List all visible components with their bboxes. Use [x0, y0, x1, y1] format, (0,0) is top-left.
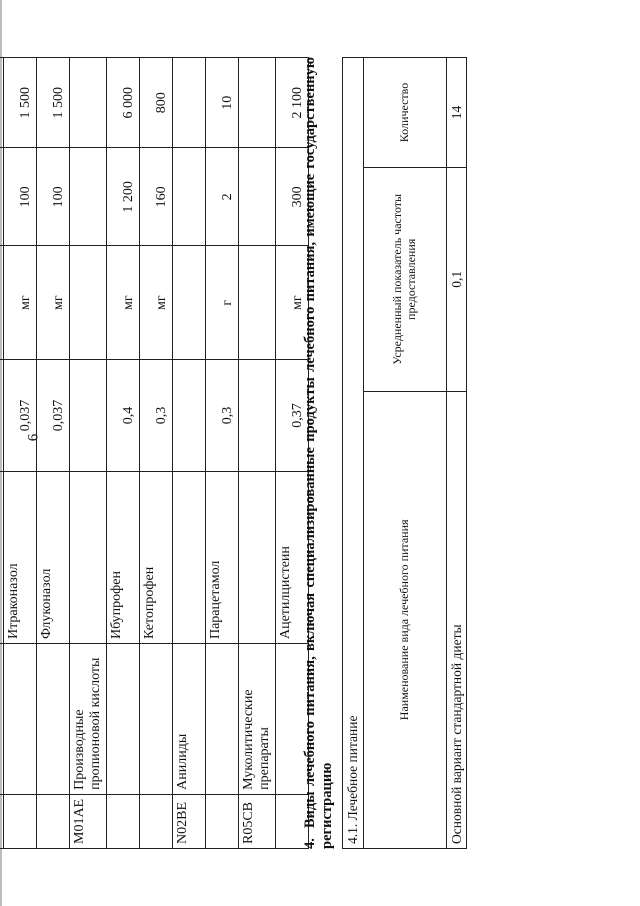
section-number: 4. — [302, 838, 318, 849]
cell-amount1 — [70, 148, 107, 246]
table-row — [239, 58, 276, 849]
cell-group: Муколитические препараты — [239, 644, 276, 795]
table-row — [173, 58, 206, 849]
cell-amount1: 100 — [4, 148, 37, 246]
cell-name: Ибупрофен — [107, 471, 140, 643]
cell-amount2: 2 100 — [276, 58, 309, 148]
cell-value: 0,3 — [206, 359, 239, 471]
cell-name — [173, 471, 206, 643]
table-row — [70, 58, 107, 849]
cell-value — [70, 359, 107, 471]
cell-value: 0,037 — [4, 359, 37, 471]
cell-unit: мг — [276, 246, 309, 360]
page-number: 6 — [25, 433, 42, 442]
cell-unit: г — [206, 246, 239, 360]
cell-value: 0,4 — [107, 359, 140, 471]
cell-name: Кетопрофен — [140, 471, 173, 643]
cell-unit: мг — [37, 246, 70, 360]
nutrition-table — [342, 57, 467, 849]
cell-code — [107, 794, 140, 848]
cell-name: Флуконазол — [37, 471, 70, 643]
cell-group: Производные пропионовой кислоты — [70, 644, 107, 795]
cell-amount2: 800 — [140, 58, 173, 148]
cell-unit: мг — [4, 246, 37, 360]
cell-amount2 — [173, 58, 206, 148]
rotated-page-content — [0, 49, 520, 849]
cell-group — [206, 644, 239, 795]
drugs-table — [0, 57, 309, 849]
cell-unit: мг — [140, 246, 173, 360]
cell-group — [4, 644, 37, 795]
cell-code: N02BE — [173, 794, 206, 848]
header-quantity: Количество — [363, 58, 446, 168]
cell-value: 0,37 — [276, 359, 309, 471]
cell-amount1: 160 — [140, 148, 173, 246]
cell-value: 0,037 — [37, 359, 70, 471]
cell-name: Парацетамол — [206, 471, 239, 643]
cell-group: Анилиды — [173, 644, 206, 795]
cell-amount1: 300 — [276, 148, 309, 246]
table-row — [140, 58, 173, 849]
cell-unit — [239, 246, 276, 360]
cell-value — [239, 359, 276, 471]
table-row — [4, 58, 37, 849]
diet-frequency: 0,1 — [446, 167, 467, 391]
cell-amount2: 1 500 — [37, 58, 70, 148]
cell-code: R05CB — [239, 794, 276, 848]
cell-group — [107, 644, 140, 795]
diet-quantity: 14 — [446, 58, 467, 168]
cell-name — [70, 471, 107, 643]
cell-amount2: 10 — [206, 58, 239, 148]
cell-amount2 — [239, 58, 276, 148]
cell-amount1: 2 — [206, 148, 239, 246]
cell-name: Итраконазол — [4, 471, 37, 643]
nutrition-header-row — [363, 58, 446, 849]
header-name: Наименование вида лечебного питания — [363, 391, 446, 848]
table-row — [107, 58, 140, 849]
diet-name: Основной вариант стандартной диеты — [446, 391, 467, 848]
cell-code: M01AE — [70, 794, 107, 848]
cell-unit: мг — [107, 246, 140, 360]
nutrition-row — [446, 58, 467, 849]
table-row — [37, 58, 70, 849]
cell-unit — [70, 246, 107, 360]
cell-amount2: 1 500 — [4, 58, 37, 148]
cell-code — [206, 794, 239, 848]
cell-code — [37, 794, 70, 848]
cell-amount2: 6 000 — [107, 58, 140, 148]
section-4-heading — [302, 57, 337, 849]
table-row — [206, 58, 239, 849]
cell-amount1: 1 200 — [107, 148, 140, 246]
cell-code — [4, 794, 37, 848]
cell-group — [37, 644, 70, 795]
section-title: Виды лечебного питания, включая специализированные продукты лечебного питания, имеющие государственную регистрацию — [302, 57, 336, 849]
cell-amount1 — [173, 148, 206, 246]
cell-name — [239, 471, 276, 643]
subsection-title: 4.1. Лечебное питание — [343, 58, 364, 849]
cell-value — [173, 359, 206, 471]
cell-amount2 — [70, 58, 107, 148]
cell-unit — [173, 246, 206, 360]
cell-code — [140, 794, 173, 848]
cell-amount1: 100 — [37, 148, 70, 246]
cell-name: Ацетилцистеин — [276, 471, 309, 643]
cell-value: 0,3 — [140, 359, 173, 471]
cell-amount1 — [239, 148, 276, 246]
header-frequency: Усредненный показатель частоты предоставления — [363, 167, 446, 391]
drugs-table-body — [0, 58, 309, 849]
cell-group — [140, 644, 173, 795]
